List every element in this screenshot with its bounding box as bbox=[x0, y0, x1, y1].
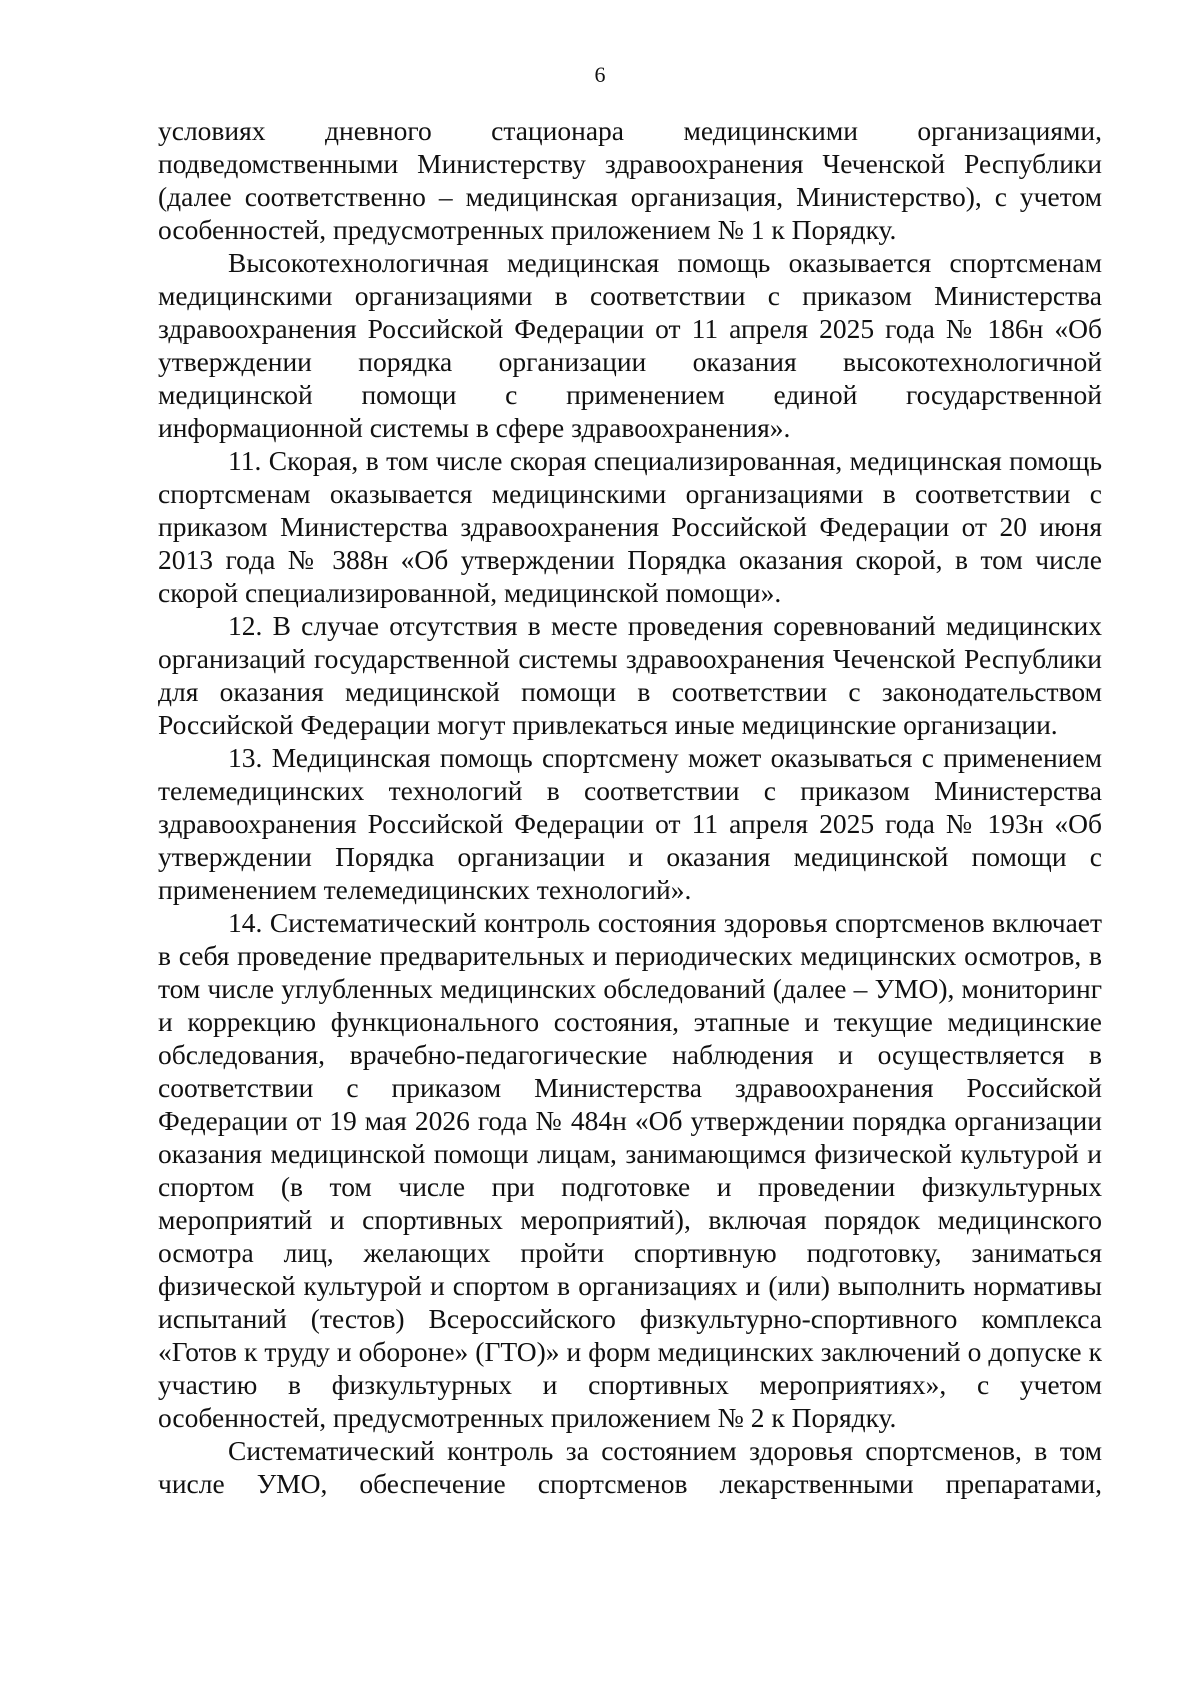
paragraph-11-emergency-care: 11. Скорая, в том числе скорая специализированная, медицинская помощь спортсменам оказывается медицинскими организациями в соответствии с приказом Министерства здравоохранения Российской Федерации от 20 июня 2013 года № 388н «Об утверждении Порядка оказания скорой, в том числе скорой специализированной, медицинской помощи». bbox=[158, 445, 1102, 608]
document-body bbox=[158, 114, 1102, 1500]
paragraph-systematic-control: Систематический контроль за состоянием здоровья спортсменов, в том числе УМО, обеспечение спортсменов лекарственными препаратами, bbox=[158, 1435, 1102, 1499]
paragraph-14-health-monitoring: 14. Систематический контроль состояния здоровья спортсменов включает в себя проведение предварительных и периодических медицинских осмотров, в том числе углубленных медицинских обследований (далее – УМО), мониторинг и коррекцию функционального состояния, этапные и текущие медицинские обследования, врачебно-педагогические наблюдения и осуществляется в соответствии с приказом Министерства здравоохранения Российской Федерации от 19 мая 2026 года № 484н «Об утверждении порядка организации оказания медицинской помощи лицам, занимающимся физической культурой и спортом (в том числе при подготовке и проведении физкультурных мероприятий и спортивных мероприятий), включая порядок медицинского осмотра лиц, желающих пройти спортивную подготовку, заниматься физической культурой и спортом в организациях и (или) выполнить нормативы испытаний (тестов) Всероссийского физкультурно-спортивного комплекса «Готов к труду и обороне» (ГТО)» и форм медицинских заключений о допуске к участию в физкультурных и спортивных мероприятиях», с учетом особенностей, предусмотренных приложением № 2 к Порядку. bbox=[158, 907, 1102, 1433]
page-number: 6 bbox=[594, 62, 606, 87]
paragraph-continuation: условиях дневного стационара медицинскими организациями, подведомственными Министерству здравоохранения Чеченской Республики (далее соответственно – медицинская организация, Министерство), с учетом особенностей, предусмотренных приложением № 1 к Порядку. bbox=[158, 115, 1102, 245]
paragraph-12-other-organizations: 12. В случае отсутствия в месте проведения соревнований медицинских организаций государственной системы здравоохранения Чеченской Республики для оказания медицинской помощи в соответствии с законодательством Российской Федерации могут привлекаться иные медицинские организации. bbox=[158, 610, 1102, 740]
paragraph-high-tech-care: Высокотехнологичная медицинская помощь оказывается спортсменам медицинскими организациями в соответствии с приказом Министерства здравоохранения Российской Федерации от 11 апреля 2025 года № 186н «Об утверждении порядка организации оказания высокотехнологичной медицинской помощи с применением единой государственной информационной системы в сфере здравоохранения». bbox=[158, 247, 1102, 443]
paragraph-13-telemedicine: 13. Медицинская помощь спортсмену может оказываться с применением телемедицинских технологий в соответствии с приказом Министерства здравоохранения Российской Федерации от 11 апреля 2025 года № 193н «Об утверждении Порядка организации и оказания медицинской помощи с применением телемедицинских технологий». bbox=[158, 742, 1102, 905]
